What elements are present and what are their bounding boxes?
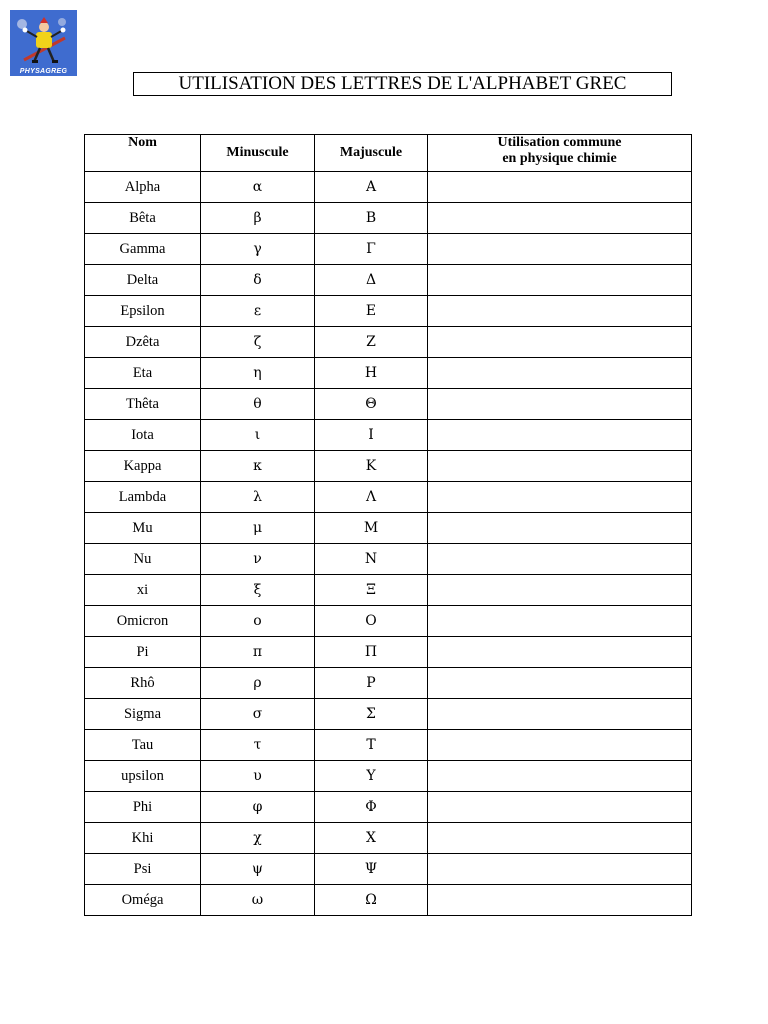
table-header-row — [85, 135, 692, 172]
table-row — [85, 761, 692, 792]
table-row — [85, 730, 692, 761]
cell-minuscule: ν — [201, 544, 315, 575]
table-row — [85, 668, 692, 699]
cell-utilisation[interactable] — [428, 699, 692, 730]
table-row — [85, 389, 692, 420]
cell-nom: Iota — [85, 420, 201, 451]
cell-minuscule: ο — [201, 606, 315, 637]
cell-majuscule: Μ — [315, 513, 428, 544]
table-row — [85, 420, 692, 451]
cell-majuscule: Ν — [315, 544, 428, 575]
cell-minuscule: η — [201, 358, 315, 389]
cell-majuscule: Λ — [315, 482, 428, 513]
cell-minuscule: δ — [201, 265, 315, 296]
cell-majuscule: Β — [315, 203, 428, 234]
header-utilisation-line1: Utilisation commune — [497, 135, 622, 150]
cell-nom: upsilon — [85, 761, 201, 792]
table-row — [85, 885, 692, 916]
cell-nom: Nu — [85, 544, 201, 575]
table-row — [85, 234, 692, 265]
cell-utilisation[interactable] — [428, 327, 692, 358]
cell-minuscule: ρ — [201, 668, 315, 699]
table-row — [85, 823, 692, 854]
table-row — [85, 172, 692, 203]
cell-nom: Delta — [85, 265, 201, 296]
cell-utilisation[interactable] — [428, 482, 692, 513]
cell-nom: Phi — [85, 792, 201, 823]
cell-utilisation[interactable] — [428, 296, 692, 327]
cell-utilisation[interactable] — [428, 761, 692, 792]
cell-utilisation[interactable] — [428, 823, 692, 854]
cell-utilisation[interactable] — [428, 513, 692, 544]
table-row — [85, 358, 692, 389]
physagreg-logo — [10, 10, 77, 76]
greek-alphabet-table — [84, 134, 692, 916]
cell-utilisation[interactable] — [428, 575, 692, 606]
cell-utilisation[interactable] — [428, 203, 692, 234]
table-row — [85, 854, 692, 885]
cell-majuscule: Φ — [315, 792, 428, 823]
cell-utilisation[interactable] — [428, 420, 692, 451]
cell-majuscule: Χ — [315, 823, 428, 854]
cell-nom: Dzêta — [85, 327, 201, 358]
cell-majuscule: Ψ — [315, 854, 428, 885]
cell-majuscule: Κ — [315, 451, 428, 482]
header-nom: Nom — [85, 135, 201, 172]
cell-nom: xi — [85, 575, 201, 606]
cell-majuscule: Η — [315, 358, 428, 389]
cell-nom: Sigma — [85, 699, 201, 730]
cell-minuscule: ι — [201, 420, 315, 451]
cell-nom: Alpha — [85, 172, 201, 203]
page-title: UTILISATION DES LETTRES DE L'ALPHABET GREC — [133, 72, 672, 96]
cell-utilisation[interactable] — [428, 234, 692, 265]
cell-utilisation[interactable] — [428, 265, 692, 296]
cell-nom: Pi — [85, 637, 201, 668]
cell-nom: Kappa — [85, 451, 201, 482]
cell-majuscule: Α — [315, 172, 428, 203]
cell-minuscule: ψ — [201, 854, 315, 885]
cell-nom: Bêta — [85, 203, 201, 234]
cell-majuscule: Ξ — [315, 575, 428, 606]
cell-majuscule: Θ — [315, 389, 428, 420]
cell-minuscule: σ — [201, 699, 315, 730]
cell-minuscule: θ — [201, 389, 315, 420]
cell-majuscule: Ω — [315, 885, 428, 916]
cell-nom: Lambda — [85, 482, 201, 513]
cell-utilisation[interactable] — [428, 451, 692, 482]
cell-majuscule: Ο — [315, 606, 428, 637]
cell-nom: Psi — [85, 854, 201, 885]
cell-utilisation[interactable] — [428, 544, 692, 575]
cell-nom: Khi — [85, 823, 201, 854]
cell-nom: Epsilon — [85, 296, 201, 327]
cell-majuscule: Υ — [315, 761, 428, 792]
cell-minuscule: υ — [201, 761, 315, 792]
cell-minuscule: α — [201, 172, 315, 203]
header-utilisation-line2: en physique chimie — [502, 151, 617, 166]
cell-majuscule: Ε — [315, 296, 428, 327]
table-row — [85, 265, 692, 296]
table-row — [85, 327, 692, 358]
cell-nom: Omicron — [85, 606, 201, 637]
table-row — [85, 637, 692, 668]
header-utilisation — [428, 135, 692, 172]
cell-nom: Oméga — [85, 885, 201, 916]
header-majuscule: Majuscule — [315, 135, 428, 172]
table-row — [85, 451, 692, 482]
cell-minuscule: κ — [201, 451, 315, 482]
cell-utilisation[interactable] — [428, 606, 692, 637]
cell-utilisation[interactable] — [428, 358, 692, 389]
cell-majuscule: Ζ — [315, 327, 428, 358]
cell-minuscule: π — [201, 637, 315, 668]
cell-utilisation[interactable] — [428, 854, 692, 885]
cell-majuscule: Τ — [315, 730, 428, 761]
header-minuscule: Minuscule — [201, 135, 315, 172]
cell-nom: Eta — [85, 358, 201, 389]
table-row — [85, 296, 692, 327]
table-row — [85, 699, 692, 730]
cell-majuscule: Γ — [315, 234, 428, 265]
cell-majuscule: Ι — [315, 420, 428, 451]
cell-utilisation[interactable] — [428, 730, 692, 761]
cell-utilisation[interactable] — [428, 792, 692, 823]
logo-figure-icon — [10, 10, 77, 76]
cell-utilisation[interactable] — [428, 885, 692, 916]
table-row — [85, 482, 692, 513]
cell-nom: Gamma — [85, 234, 201, 265]
table-row — [85, 606, 692, 637]
cell-minuscule: ε — [201, 296, 315, 327]
cell-minuscule: μ — [201, 513, 315, 544]
cell-majuscule: Ρ — [315, 668, 428, 699]
cell-utilisation[interactable] — [428, 637, 692, 668]
cell-minuscule: γ — [201, 234, 315, 265]
cell-nom: Rhô — [85, 668, 201, 699]
cell-nom: Mu — [85, 513, 201, 544]
cell-minuscule: ξ — [201, 575, 315, 606]
cell-majuscule: Π — [315, 637, 428, 668]
cell-minuscule: ω — [201, 885, 315, 916]
cell-majuscule: Δ — [315, 265, 428, 296]
cell-utilisation[interactable] — [428, 172, 692, 203]
cell-majuscule: Σ — [315, 699, 428, 730]
table-row — [85, 544, 692, 575]
cell-minuscule: ζ — [201, 327, 315, 358]
cell-nom: Tau — [85, 730, 201, 761]
cell-minuscule: χ — [201, 823, 315, 854]
cell-nom: Thêta — [85, 389, 201, 420]
table-row — [85, 513, 692, 544]
cell-minuscule: τ — [201, 730, 315, 761]
cell-utilisation[interactable] — [428, 389, 692, 420]
table-row — [85, 575, 692, 606]
logo-text: PHYSAGREG — [19, 68, 68, 75]
cell-minuscule: λ — [201, 482, 315, 513]
cell-minuscule: φ — [201, 792, 315, 823]
cell-minuscule: β — [201, 203, 315, 234]
table-row — [85, 203, 692, 234]
cell-utilisation[interactable] — [428, 668, 692, 699]
table-row — [85, 792, 692, 823]
